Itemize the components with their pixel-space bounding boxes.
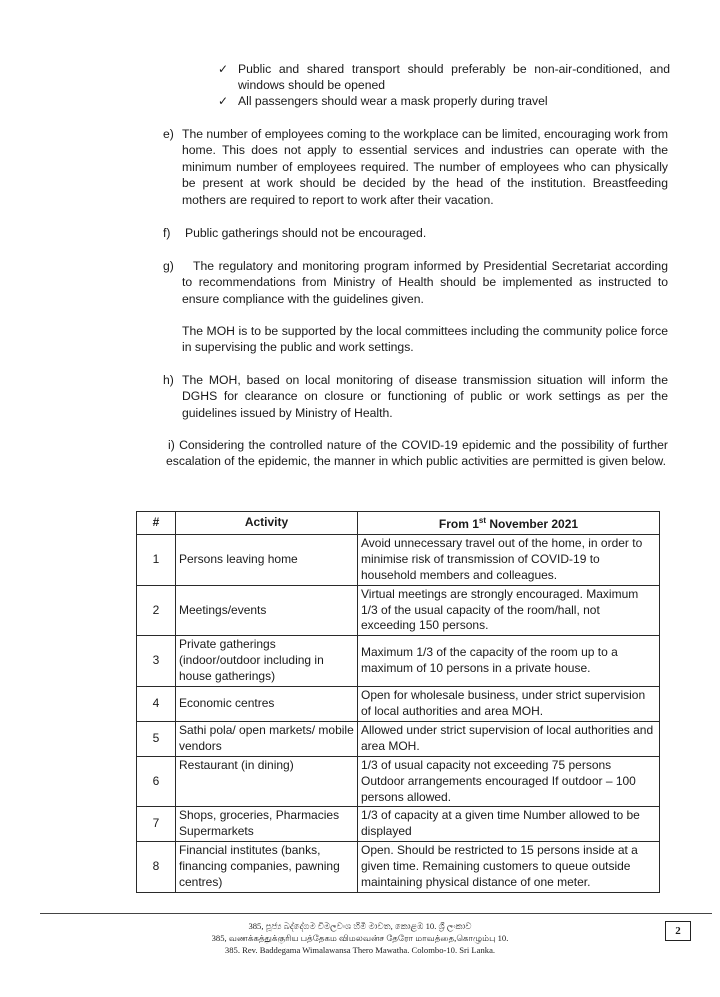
item-e-label: e) xyxy=(163,127,174,141)
row-number: 2 xyxy=(137,585,176,636)
table-row xyxy=(137,842,660,893)
table-row xyxy=(137,534,660,585)
footer-divider xyxy=(40,913,712,914)
row-activity: Persons leaving home xyxy=(176,534,358,585)
row-number: 7 xyxy=(137,807,176,842)
header-activity: Activity xyxy=(176,512,358,535)
footer-address-english: 385. Rev. Baddegama Wimalawansa Thero Mawatha. Colombo-10. Sri Lanka. xyxy=(224,945,496,955)
table-row xyxy=(137,807,660,842)
header-from-date: From 1st November 2021 xyxy=(358,512,660,535)
row-number: 3 xyxy=(137,636,176,687)
table-row xyxy=(137,721,660,756)
table-row xyxy=(137,687,660,722)
row-rule: Open. Should be restricted to 15 persons inside at a given time. Remaining customers to queue outside maintaining physical distance of one meter. xyxy=(358,842,660,893)
page-number: 2 xyxy=(665,921,691,941)
item-i-text: i) Considering the controlled nature of the COVID-19 epidemic and the possibility of further escalation of the epidemic, the manner in which public activities are permitted is given below. xyxy=(166,438,668,469)
item-f-text: Public gatherings should not be encouraged. xyxy=(185,226,427,240)
activities-table xyxy=(136,511,660,893)
checkmark-icon: ✓ xyxy=(218,94,229,108)
row-activity: Sathi pola/ open markets/ mobile vendors xyxy=(176,721,358,756)
item-g-label: g) xyxy=(163,259,174,273)
row-rule: Allowed under strict supervision of local authorities and area MOH. xyxy=(358,721,660,756)
row-activity: Meetings/events xyxy=(176,585,358,636)
row-activity: Financial institutes (banks, financing companies, pawning centres) xyxy=(176,842,358,893)
item-e-text: The number of employees coming to the workplace can be limited, encouraging work from home. This does not apply to essential services and industries can operate with the minimum number of employees required. The number of employees who can physically be present at work should be decided by the head of the institution. Breastfeeding mothers are required to report to work after their vacation. xyxy=(182,127,668,207)
item-h-label: h) xyxy=(163,373,174,387)
footer-address-sinhala: 385, පූජ්‍ය බද්දේගම විමලවංශ හිමි මාවත, කොළඹ 10. ශ්‍රී ලංකාව xyxy=(248,921,472,931)
item-g-text-continued: The MOH is to be supported by the local committees including the community police force in supervising the public and work settings. xyxy=(182,324,668,355)
row-activity: Restaurant (in dining) xyxy=(176,756,358,807)
row-activity: Private gatherings (indoor/outdoor including in house gatherings) xyxy=(176,636,358,687)
row-rule: 1/3 of usual capacity not exceeding 75 persons Outdoor arrangements encouraged If outdoor – 100 persons allowed. xyxy=(358,756,660,807)
row-number: 4 xyxy=(137,687,176,722)
table-header-row xyxy=(137,512,660,535)
row-rule: Maximum 1/3 of the capacity of the room up to a maximum of 10 persons in a private house. xyxy=(358,636,660,687)
footer-address-tamil: 385, வணக்கத்துக்குரிய பத்தேகம விமலவன்ச தேரோ மாவத்தை,கொழும்பு 10. xyxy=(211,933,509,943)
header-number: # xyxy=(137,512,176,535)
bullet-text: Public and shared transport should preferably be non-air-conditioned, and windows should be opened xyxy=(238,62,670,93)
item-g-text: The regulatory and monitoring program informed by Presidential Secretariat according to recommendations from Ministry of Health should be implemented as instructed to ensure compliance with the guidelines given. xyxy=(182,259,668,306)
bullet-text: All passengers should wear a mask properly during travel xyxy=(238,94,548,108)
table-row xyxy=(137,756,660,807)
row-number: 6 xyxy=(137,756,176,807)
checkmark-icon: ✓ xyxy=(218,62,229,76)
row-rule: Avoid unnecessary travel out of the home, in order to minimise risk of transmission of COVID-19 to household members and colleagues. xyxy=(358,534,660,585)
row-activity: Shops, groceries, Pharmacies Supermarkets xyxy=(176,807,358,842)
row-activity: Economic centres xyxy=(176,687,358,722)
table-row xyxy=(137,636,660,687)
row-number: 8 xyxy=(137,842,176,893)
row-number: 1 xyxy=(137,534,176,585)
row-rule: 1/3 of capacity at a given time Number allowed to be displayed xyxy=(358,807,660,842)
table-row xyxy=(137,585,660,636)
item-f-label: f) xyxy=(163,226,171,240)
row-number: 5 xyxy=(137,721,176,756)
item-h-text: The MOH, based on local monitoring of disease transmission situation will inform the DGHS for clearance on closure or functioning of public or work settings as per the guidelines issued by Ministry of Health. xyxy=(182,373,668,420)
row-rule: Virtual meetings are strongly encouraged. Maximum 1/3 of the usual capacity of the room/hall, not exceeding 150 persons. xyxy=(358,585,660,636)
row-rule: Open for wholesale business, under strict supervision of local authorities and area MOH. xyxy=(358,687,660,722)
